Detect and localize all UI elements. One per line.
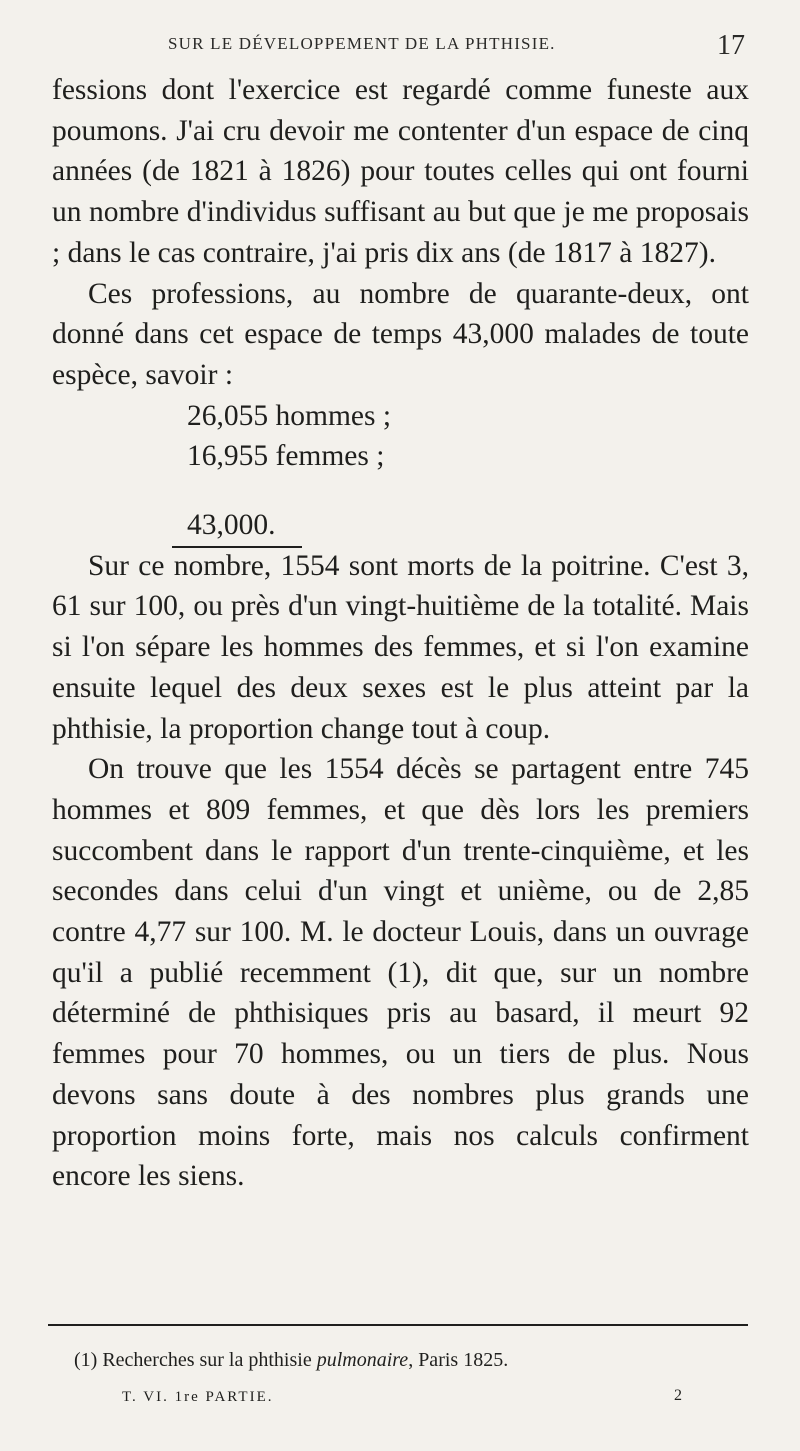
footnote-prefix: (1) Recherches sur la phthisie	[74, 1349, 317, 1371]
list-line-total	[52, 505, 749, 546]
footnote-rule	[48, 1324, 748, 1326]
paragraph-4: On trouve que les 1554 décès se partagent entre 745 hommes et 809 femmes, et que dès lors les premiers succombent dans le rapport d'un trente-cinquième, et les secondes dans celui d'un vingt et unième, ou de 2,85 contre 4,77 sur 100. M. le docteur Louis, dans un ouvrage qu'il a publié recemment (1), dit que, sur un nombre déterminé de phthisiques pris au basard, il meurt 92 femmes pour 70 hommes, ou un tiers de plus. Nous devons sans doute à des nombres plus grands une proportion moins forte, mais nos calculs confirment encore les siens.	[52, 753, 749, 1193]
list-gap	[52, 477, 749, 505]
list-value-femmes: 16,955 femmes ;	[187, 440, 385, 473]
page-number: 17	[717, 30, 745, 61]
list-line-femmes	[52, 436, 749, 477]
list-value-total: 43,000.	[187, 509, 276, 541]
paragraph-2: Ces professions, au nombre de quarante-deux, ont donné dans cet espace de temps 43,000 malades de toute espèce, savoir :	[52, 277, 749, 391]
footnote	[74, 1349, 508, 1372]
paragraph-1: fessions dont l'exercice est regardé comme funeste aux poumons. J'ai cru devoir me contenter d'un espace de cinq années (de 1821 à 1826) pour toutes celles qui ont fourni un nombre d'individus suffisant au but que je me proposais ; dans le cas contraire, j'ai pris dix ans (de 1817 à 1827).	[52, 74, 749, 269]
footnote-italic: pulmonaire	[316, 1349, 409, 1371]
sum-rule	[172, 546, 302, 548]
list-value-hommes: 26,055 hommes ;	[187, 399, 392, 432]
signature-left: T. VI. 1re PARTIE.	[122, 1389, 274, 1405]
signature-right: 2	[674, 1387, 682, 1404]
body-text	[52, 70, 749, 1197]
paragraph-3: Sur ce nombre, 1554 sont morts de la poitrine. C'est 3, 61 sur 100, ou près d'un vingt-huitième de la totalité. Mais si l'on sépare les hommes des femmes, et si l'on examine ensuite lequel des deux sexes est le plus atteint par la phthisie, la proportion change tout à coup.	[52, 549, 749, 745]
totals-list	[52, 396, 749, 546]
list-line-hommes	[52, 396, 749, 437]
footnote-suffix: , Paris 1825.	[408, 1349, 509, 1371]
running-title: SUR LE DÉVELOPPEMENT DE LA PHTHISIE.	[168, 34, 556, 53]
